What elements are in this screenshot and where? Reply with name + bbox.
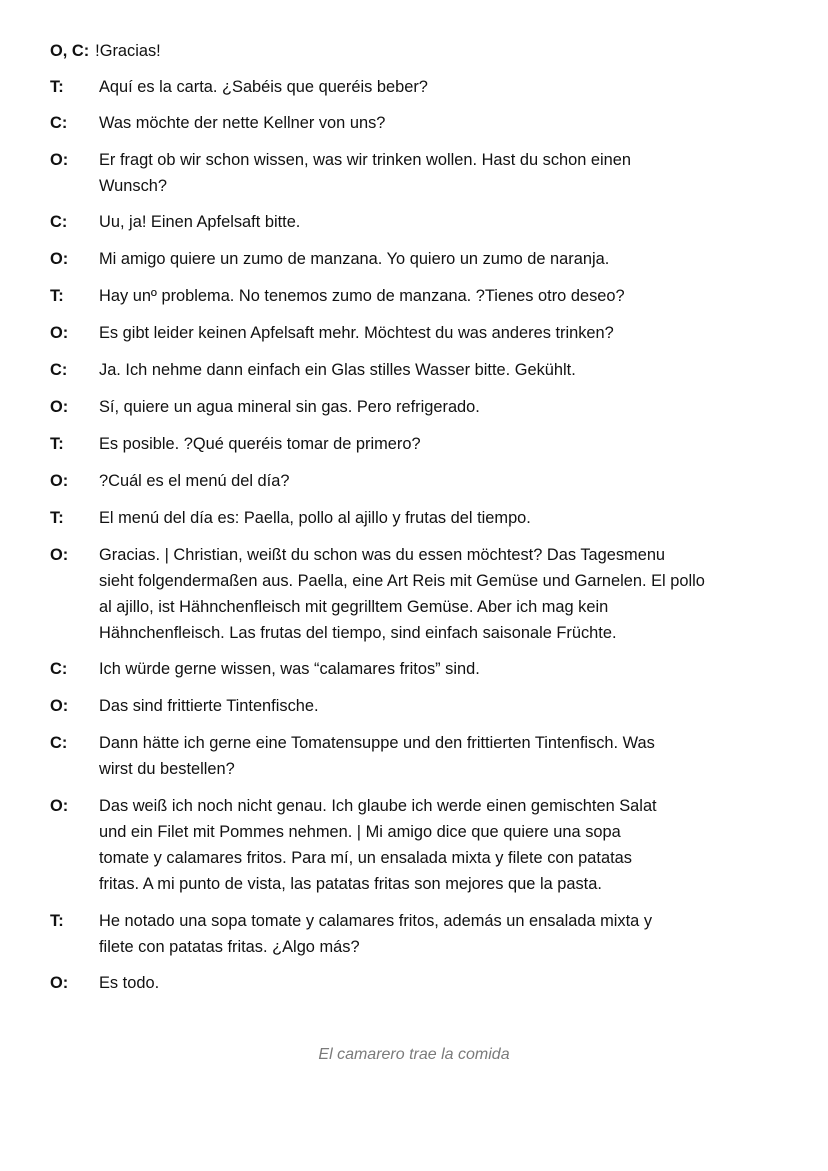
dialogue-text: Uu, ja! Einen Apfelsaft bitte.: [99, 213, 301, 231]
section-caption: El camarero trae la comida: [318, 1046, 510, 1063]
dialogue-line: [50, 110, 790, 136]
dialogue-line: [50, 505, 790, 531]
dialogue-text: Es posible. ?Qué queréis tomar de primero?: [99, 435, 421, 453]
dialogue-line: [50, 320, 790, 346]
dialogue-text: El menú del día es: Paella, pollo al ajillo y frutas del tiempo.: [99, 509, 531, 527]
dialogue-text: ?Cuál es el menú del día?: [99, 472, 290, 490]
speaker-label: C:: [50, 213, 68, 231]
speaker-label: T:: [50, 287, 64, 305]
speaker-label: O:: [50, 398, 69, 416]
speaker-label: T:: [50, 78, 64, 96]
dialogue-text: Mi amigo quiere un zumo de manzana. Yo quiero un zumo de naranja.: [99, 250, 610, 268]
dialogue-text: Hay unº problema. No tenemos zumo de manzana. ?Tienes otro deseo?: [99, 287, 625, 305]
dialogue-text: Gracias. | Christian, weißt du schon was du essen möchtest? Das Tagesmenu sieht folgendermaßen aus. Paella, eine Art Reis mit Gemüse und Garnelen. El pollo al ajillo, ist Hähnchenfleisch mit gegrilltem Gemüse. Aber ich mag kein Hähnchenfleisch. Las frutas del tiempo, sind einfach saisonale Früchte.: [99, 546, 705, 642]
dialogue-text: Es todo.: [99, 974, 160, 992]
speaker-label: O:: [50, 974, 69, 992]
dialogue-line: [50, 468, 790, 494]
dialogue-text: Es gibt leider keinen Apfelsaft mehr. Möchtest du was anderes trinken?: [99, 324, 614, 342]
speaker-label: O:: [50, 546, 69, 564]
dialogue-text: Sí, quiere un agua mineral sin gas. Pero refrigerado.: [99, 398, 480, 416]
speaker-label: O:: [50, 472, 69, 490]
dialogue-line: [50, 542, 790, 646]
speaker-label: C:: [50, 361, 68, 379]
dialogue-line: [50, 394, 790, 420]
speaker-label: C:: [50, 660, 68, 678]
speaker-label: C:: [50, 114, 68, 132]
speaker-label: O, C:: [50, 42, 90, 60]
dialogue-text: Dann hätte ich gerne eine Tomatensuppe und den frittierten Tintenfisch. Was wirst du bestellen?: [99, 734, 655, 778]
speaker-label: O:: [50, 697, 69, 715]
dialogue-line: [50, 730, 790, 782]
dialogue-line: [50, 357, 790, 383]
speaker-label: O:: [50, 797, 69, 815]
dialogue-line: [50, 74, 790, 100]
speaker-label: T:: [50, 509, 64, 527]
dialogue-text: Das weiß ich noch nicht genau. Ich glaube ich werde einen gemischten Salat und ein Filet mit Pommes nehmen. | Mi amigo dice que quiere una sopa tomate y calamares fritos. Para mí, un ensalada mixta y filete con patatas fritas. A mi punto de vista, las patatas fritas son mejores que la pasta.: [99, 797, 657, 893]
speaker-label: O:: [50, 151, 69, 169]
dialogue-text: Aquí es la carta. ¿Sabéis que queréis beber?: [99, 78, 428, 96]
speaker-label: T:: [50, 435, 64, 453]
speaker-label: O:: [50, 324, 69, 342]
dialogue-line: [50, 147, 790, 199]
dialogue-line: [50, 693, 790, 719]
dialogue-text: Was möchte der nette Kellner von uns?: [99, 114, 386, 132]
dialogue-line: [50, 431, 790, 457]
dialogue-line: [50, 970, 790, 996]
speaker-label: O:: [50, 250, 69, 268]
dialogue-line: [50, 793, 790, 897]
dialogue-line: [50, 246, 790, 272]
dialogue-text: He notado una sopa tomate y calamares fritos, además un ensalada mixta y filete con patatas fritas. ¿Algo más?: [99, 912, 653, 956]
dialogue-text: !Gracias!: [95, 42, 161, 60]
dialogue-text: Ja. Ich nehme dann einfach ein Glas stilles Wasser bitte. Gekühlt.: [99, 361, 576, 379]
dialogue-line: [50, 38, 790, 64]
dialogue-line: [50, 283, 790, 309]
speaker-label: T:: [50, 912, 64, 930]
dialogue-line: [50, 908, 790, 960]
dialogue: [50, 38, 790, 996]
dialogue-text: Das sind frittierte Tintenfische.: [99, 697, 319, 715]
dialogue-line: [50, 656, 790, 682]
dialogue-line: [50, 209, 790, 235]
dialogue-text: Ich würde gerne wissen, was “calamares fritos” sind.: [99, 660, 480, 678]
dialogue-text: Er fragt ob wir schon wissen, was wir trinken wollen. Hast du schon einen Wunsch?: [99, 151, 632, 195]
speaker-label: C:: [50, 734, 68, 752]
